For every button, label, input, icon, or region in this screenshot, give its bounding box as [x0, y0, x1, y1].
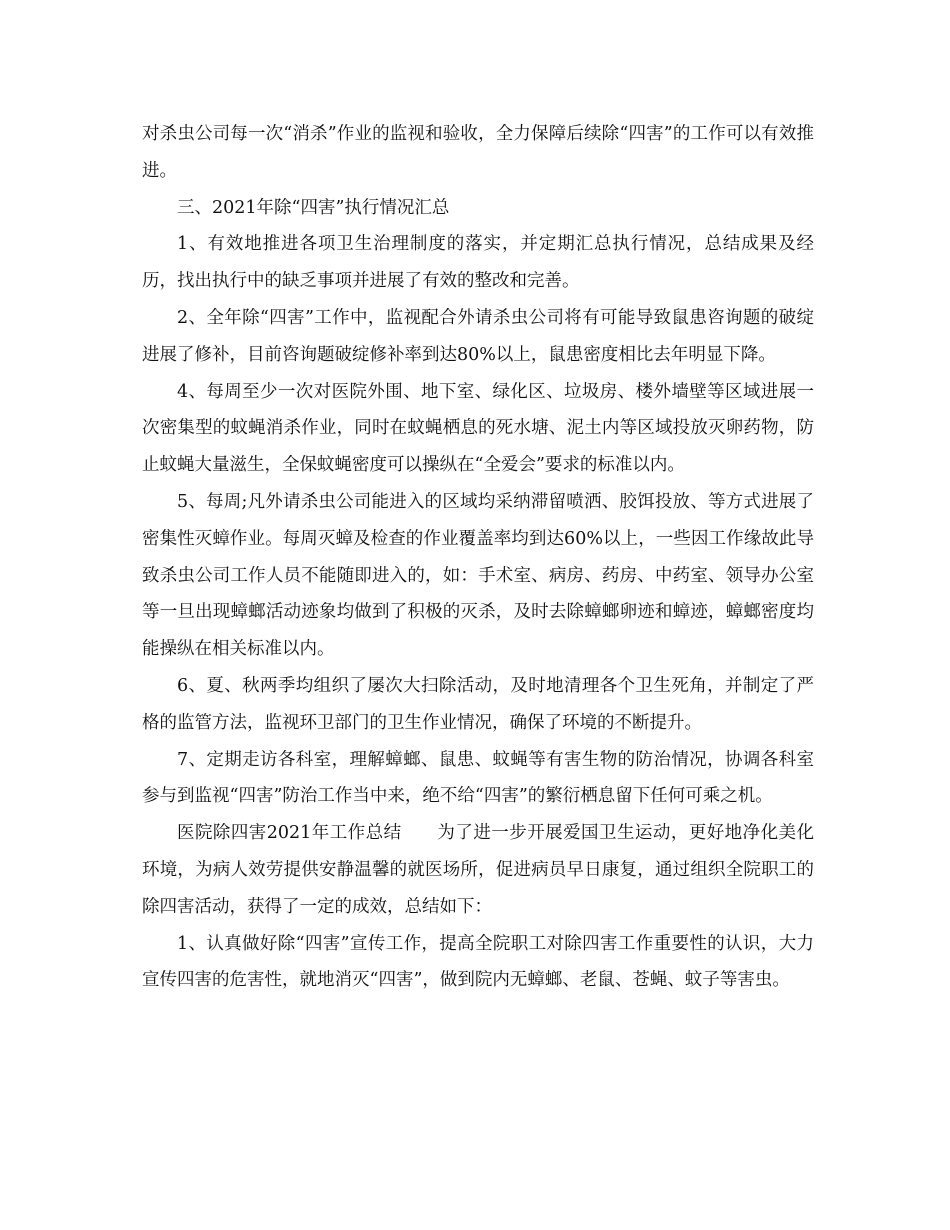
- paragraph-summary-item-1: 1、认真做好除“四害”宣传工作，提高全院职工对除四害工作重要性的认识，大力宣传四害的危害性，就地消灭“四害”，做到院内无蟑螂、老鼠、苍蝇、蚊子等害虫。: [142, 933, 814, 991]
- paragraph-item-4: 4、每周至少一次对医院外围、地下室、绿化区、垃圾房、楼外墙壁等区域进展一次密集型的蚊蝇消杀作业，同时在蚊蝇栖息的死水塘、泥土内等区域投放灭卵药物，防止蚊蝇大量滋生，全保蚊蝇密度可以操纵在“全爱会”要求的标准以内。: [142, 381, 814, 476]
- paragraph-continuation: 对杀虫公司每一次“消杀”作业的监视和验收，全力保障后续除“四害”的工作可以有效推进。: [142, 124, 814, 181]
- paragraph-item-1: 1、有效地推进各项卫生治理制度的落实，并定期汇总执行情况，总结成果及经历，找出执行中的缺乏事项并进展了有效的整改和完善。: [142, 234, 814, 292]
- paragraph-summary-intro: 医院除四害2021年工作总结 为了进一步开展爱国卫生运动，更好地净化美化环境，为病人效劳提供安静温馨的就医场所，促进病员早日康复，通过组织全院职工的除四害活动，获得了一定的成效，总结如下：: [142, 823, 814, 917]
- section-heading-three: 三、2021年除“四害”执行情况汇总: [177, 197, 450, 218]
- paragraph-item-5: 5、每周;凡外请杀虫公司能进入的区域均采纳滞留喷洒、胶饵投放、等方式进展了密集性灭蟑作业。每周灭蟑及检查的作业覆盖率均到达60%以上，一些因工作缘故此导致杀虫公司工作人员不能随即进入的，如：手术室、病房、药房、中药室、领导办公室等一旦出现蟑螂活动迹象均做到了积极的灭杀，及时去除蟑螂卵迹和蟑迹，蟑螂密度均能操纵在相关标准以内。: [142, 491, 814, 660]
- document-page: [142, 116, 814, 999]
- paragraph-item-6: 6、夏、秋两季均组织了屡次大扫除活动，及时地清理各个卫生死角，并制定了严格的监管方法，监视环卫部门的卫生作业情况，确保了环境的不断提升。: [142, 675, 814, 733]
- paragraph-item-7: 7、定期走访各科室，理解蟑螂、鼠患、蚊蝇等有害生物的防治情况，协调各科室参与到监视“四害”防治工作当中来，绝不给“四害”的繁衍栖息留下任何可乘之机。: [142, 749, 814, 807]
- paragraph-item-2: 2、全年除“四害”工作中，监视配合外请杀虫公司将有可能导致鼠患咨询题的破绽进展了修补，目前咨询题破绽修补率到达80%以上，鼠患密度相比去年明显下降。: [142, 307, 814, 365]
